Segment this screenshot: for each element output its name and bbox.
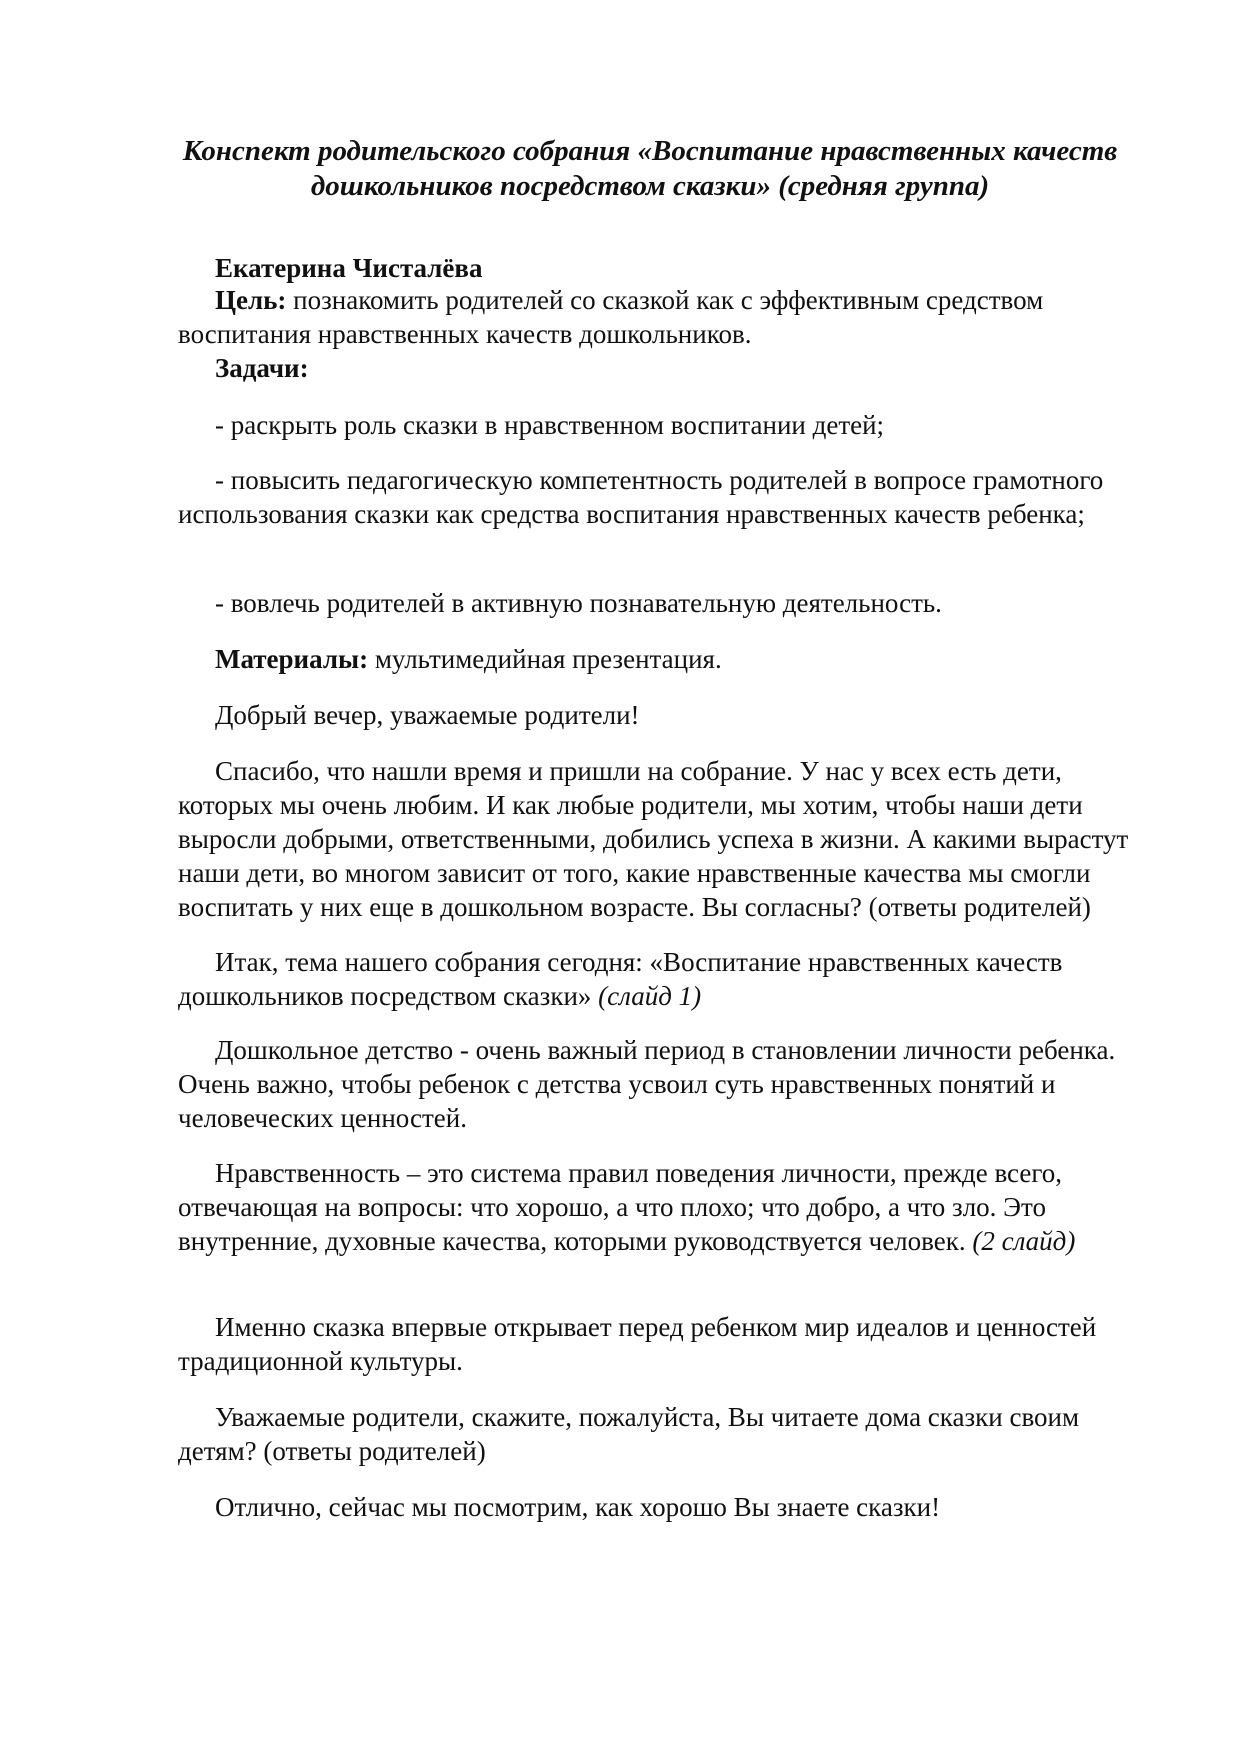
author-name: Екатерина Чисталёва [215, 253, 483, 283]
goal-label: Цель: [215, 285, 287, 315]
topic-slide-ref: (слайд 1) [598, 981, 702, 1011]
morality-paragraph [178, 1156, 1158, 1258]
question-paragraph: Уважаемые родители, скажите, пожалуйста, Вы читаете дома сказки своим детям? (ответы родителей) [178, 1402, 1080, 1466]
materials-text: мультимедийная презентация. [368, 644, 722, 674]
childhood-paragraph: Дошкольное детство - очень важный период в становлении личности ребенка. Очень важно, чтобы ребенок с детства усвоил суть нравственных понятий и человеческих ценностей. [178, 1035, 1116, 1133]
goal-paragraph [178, 283, 1158, 351]
excellent-paragraph: Отлично, сейчас мы посмотрим, как хорошо Вы знаете сказки! [215, 1492, 941, 1522]
topic-text: Итак, тема нашего собрания сегодня: «Воспитание нравственных качеств дошкольников посредством сказки» [178, 947, 1063, 1011]
greeting-paragraph: Добрый вечер, уважаемые родители! [215, 700, 640, 730]
document-title [150, 134, 1150, 204]
topic-paragraph [178, 945, 1158, 1013]
title-line-2: дошкольников посредством сказки» (средняя группа) [310, 170, 990, 202]
task-item-3: - вовлечь родителей в активную познавательную деятельность. [215, 588, 942, 618]
task-item-2: - повысить педагогическую компетентность родителей в вопросе грамотного использования сказки как средства воспитания нравственных качеств ребенка; [178, 465, 1104, 529]
materials-label: Материалы: [215, 644, 369, 674]
morality-text: Нравственность – это система правил поведения личности, прежде всего, отвечающая на вопросы: что хорошо, а что плохо; что добро, а что зло. Это внутренние, духовные качества, которыми руководствуется человек. [178, 1158, 1062, 1256]
thanks-paragraph: Спасибо, что нашли время и пришли на собрание. У нас у всех есть дети, которых мы очень любим. И как любые родители, мы хотим, чтобы наши дети выросли добрыми, ответственными, добились успеха в жизни. А какими вырастут наши дети, во многом зависит от того, какие нравственные качества мы смогли воспитать у них еще в дошкольном возрасте. Вы согласны? (ответы родителей) [178, 756, 1129, 922]
title-line-1: Конспект родительского собрания «Воспитание нравственных качеств [182, 135, 1118, 167]
goal-text: познакомить родителей со сказкой как с эффективным средством воспитания нравственных качеств дошкольников. [178, 285, 1044, 349]
materials-paragraph [178, 642, 1158, 676]
task-item-1: - раскрыть роль сказки в нравственном воспитании детей; [215, 410, 885, 440]
morality-slide-ref: (2 слайд) [972, 1226, 1076, 1256]
tasks-label: Задачи: [215, 353, 309, 383]
fairytale-paragraph: Именно сказка впервые открывает перед ребенком мир идеалов и ценностей традиционной культуры. [178, 1312, 1097, 1376]
